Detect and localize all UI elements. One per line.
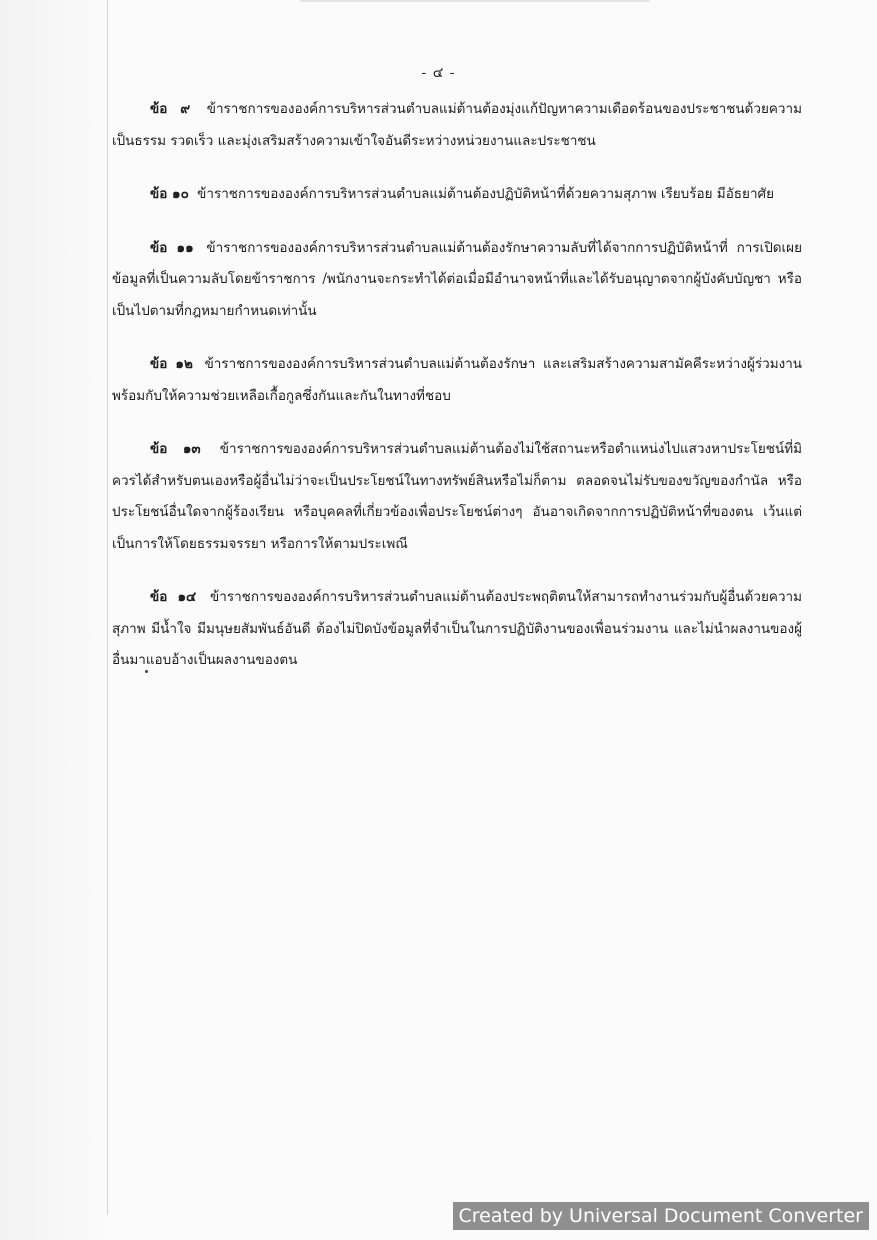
- clause-number: ข้อ ๑๓: [150, 441, 201, 457]
- scan-artifact: [300, 0, 650, 2]
- converter-watermark: Created by Universal Document Converter: [453, 1202, 869, 1230]
- clause-text: ข้าราชการขององค์การบริหารส่วนตำบลแม่ต้านต้องมุ่งแก้ปัญหาความเดือดร้อนของประชาชนด้วยความเป็นธรรม รวดเร็ว และมุ่งเสริมสร้างความเข้าใจอันดีระหว่างหน่วยงานและประชาชน: [112, 101, 802, 149]
- document-body: [112, 94, 802, 699]
- clause-number: ข้อ ๙: [150, 101, 191, 117]
- clause-text: ข้าราชการขององค์การบริหารส่วนตำบลแม่ต้านต้องรักษา และเสริมสร้างความสามัคคีระหว่างผู้ร่วมงาน พร้อมกับให้ความช่วยเหลือเกื้อกูลซึ่งกันและกันในทางที่ชอบ: [112, 356, 802, 404]
- clause-number: ข้อ ๑๔: [150, 589, 197, 605]
- page-number: - ๔ -: [421, 65, 456, 81]
- clause-14: [112, 582, 802, 677]
- scan-shadow: [0, 0, 108, 1240]
- clause-9: [112, 94, 802, 157]
- clause-text: ข้าราชการขององค์การบริหารส่วนตำบลแม่ต้านต้องปฏิบัติหน้าที่ด้วยความสุภาพ เรียบร้อย มีอัธยาศัย: [197, 186, 775, 202]
- scan-speck: [145, 670, 148, 673]
- clause-text: ข้าราชการขององค์การบริหารส่วนตำบลแม่ต้านต้องรักษาความลับที่ได้จากการปฏิบัติหน้าที่ การเปิดเผยข้อมูลที่เป็นความลับโดยข้าราชการ /พนักงานจะกระทำได้ต่อเมื่อมีอำนาจหน้าที่และได้รับอนุญาตจากผู้บังคับบัญชา หรือเป็นไปตามที่กฎหมายกำหนดเท่านั้น: [112, 239, 802, 319]
- clause-number: ข้อ ๑๑: [150, 239, 194, 256]
- clause-text: ข้าราชการขององค์การบริหารส่วนตำบลแม่ต้านต้องประพฤติตนให้สามารถทำงานร่วมกับผู้อื่นด้วยความสุภาพ มีน้ำใจ มีมนุษยสัมพันธ์อันดี ต้องไม่ปิดบังข้อมูลที่จำเป็นในการปฏิบัติงานของเพื่อนร่วมงาน และไม่นำผลงานของผู้อื่นมาแอบอ้างเป็นผลงานของตน: [112, 589, 803, 668]
- clause-text: ข้าราชการขององค์การบริหารส่วนตำบลแม่ต้านต้องไม่ใช้สถานะหรือตำแหน่งไปแสวงหาประโยชน์ที่มิควรได้สำหรับตนเองหรือผู้อื่นไม่ว่าจะเป็นประโยชน์ในทางทรัพย์สินหรือไม่ก็ตาม ตลอดจนไม่รับของขวัญของกำนัล หรือประโยชน์อื่นใดจากผู้ร้องเรียน หรือบุคคลที่เกี่ยวข้องเพื่อประโยชน์ต่างๆ อันอาจเกิดจากการปฏิบัติหน้าที่ของตน เว้นแต่เป็นการให้โดยธรรมจรรยา หรือการให้ตามประเพณี: [112, 441, 802, 552]
- clause-number: ข้อ ๑๒: [150, 356, 193, 372]
- clause-10: [112, 179, 802, 211]
- clause-12: [112, 349, 802, 412]
- clause-number: ข้อ ๑๐: [150, 186, 189, 202]
- scan-binding-edge: [107, 0, 108, 1215]
- clause-11: [112, 233, 802, 328]
- clause-13: [112, 434, 802, 560]
